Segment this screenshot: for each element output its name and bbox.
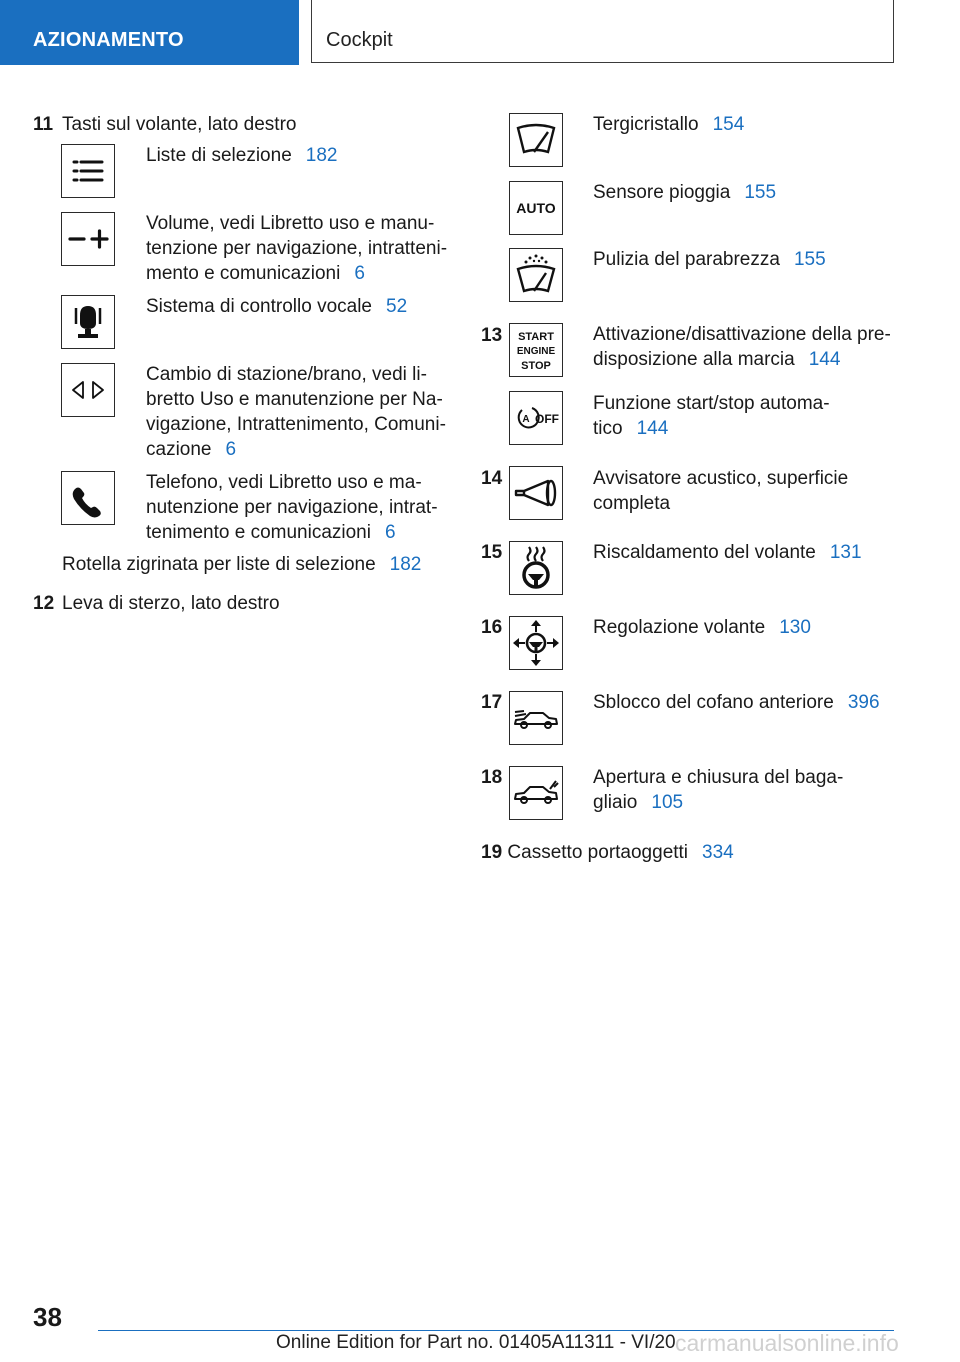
page-ref-link[interactable]: 155 (793, 249, 826, 270)
phone-icon (61, 471, 115, 525)
steering-heat-icon (509, 541, 563, 595)
page-ref-link[interactable]: 144 (808, 349, 841, 370)
trunk-icon (509, 766, 563, 820)
list-icon (61, 144, 115, 198)
start-stop-icon (509, 323, 563, 377)
auto-icon (509, 181, 563, 235)
list-item-steering-heating: Riscaldamento del volante 131 (593, 542, 862, 563)
prev-next-icon (61, 363, 115, 417)
list-item-glovebox: 19 Cassetto portaoggetti 334 (481, 842, 734, 863)
list-item-rain-sensor: Sensore pioggia 155 (593, 182, 777, 203)
item-title-12: Leva di sterzo, lato destro (62, 593, 280, 614)
auto-start-stop-off-icon (509, 391, 563, 445)
page-ref-link[interactable]: 105 (651, 792, 684, 813)
list-item-drive-readiness: Attivazione/disattivazione della pre- disposizione alla marcia 144 (593, 324, 891, 370)
svg-text:ENGINE: ENGINE (516, 346, 556, 357)
item-number-18: 18 (481, 767, 503, 788)
voice-icon (61, 295, 115, 349)
svg-text:START: START (518, 331, 554, 343)
list-item-horn: Avvisatore acustico, superficie completa (593, 468, 849, 514)
item-number-13: 13 (481, 325, 503, 346)
list-item-selection-lists: Liste di selezione 182 (146, 145, 338, 166)
page-ref-link[interactable]: 144 (636, 418, 669, 439)
watermark: carmanualsonline.info (675, 1330, 899, 1356)
list-item-windshield-washer: Pulizia del parabrezza 155 (593, 249, 826, 270)
page-ref-link[interactable]: 396 (847, 692, 880, 713)
list-item-station-track: Cambio di stazione/brano, vedi li- bretto Uso e manutenzione per Na- vigazione, Intrattenimento, Comuni- cazione 6 (146, 364, 446, 460)
washer-icon (509, 248, 563, 302)
section-tab (0, 0, 299, 65)
list-item-phone: Telefono, vedi Libretto uso e ma- nutenzione per navigazione, intrat- tenimento e comunicazioni 6 (146, 472, 438, 543)
hood-release-icon (509, 691, 563, 745)
list-item-volume: Volume, vedi Libretto uso e manu- tenzione per navigazione, intratteni- mento e comunicazioni 6 (146, 213, 448, 284)
item-number-14: 14 (481, 468, 503, 489)
page-ref-link[interactable]: 182 (305, 145, 338, 166)
list-item-steering-adjust: Regolazione volante 130 (593, 617, 811, 638)
page-ref-link[interactable]: 182 (389, 554, 422, 575)
chapter-title: Cockpit (326, 29, 393, 51)
item-number-17: 17 (481, 692, 503, 713)
page-ref-link[interactable]: 6 (354, 263, 365, 284)
item-title-11: Tasti sul volante, lato destro (62, 114, 297, 135)
minus-plus-icon (61, 212, 115, 266)
section-title: AZIONAMENTO (33, 29, 184, 51)
list-item-auto-start-stop: Funzione start/stop automa- tico 144 (593, 393, 830, 439)
horn-icon (509, 466, 563, 520)
steering-adjust-icon (509, 616, 563, 670)
item-number-11: 11 (33, 114, 54, 135)
page-ref-link[interactable]: 6 (384, 522, 396, 543)
page-ref-link[interactable]: 131 (829, 542, 862, 563)
list-item-trunk: Apertura e chiusura del baga- gliaio 105 (593, 767, 844, 813)
svg-text:STOP: STOP (521, 360, 551, 372)
page-ref-link[interactable]: 155 (744, 182, 777, 203)
page-number: 38 (33, 1302, 62, 1332)
item-number-15: 15 (481, 542, 503, 563)
list-item-voice-control: Sistema di controllo vocale 52 (146, 296, 408, 317)
svg-text:AUTO: AUTO (516, 200, 556, 216)
page-ref-link[interactable]: 130 (779, 617, 811, 638)
page-ref-link[interactable]: 6 (225, 439, 237, 460)
svg-text:OFF: OFF (535, 412, 559, 426)
edition-text: Online Edition for Part no. 01405A11311 - VI/20 (276, 1332, 676, 1353)
chapter-header (311, 0, 894, 63)
page-ref-link[interactable]: 52 (386, 296, 408, 317)
list-item-thumbwheel: Rotella zigrinata per liste di selezione 182 (62, 554, 422, 575)
page-ref-link[interactable]: 154 (712, 114, 745, 135)
item-number-16: 16 (481, 617, 503, 638)
item-number-12: 12 (33, 593, 55, 614)
svg-text:A: A (522, 414, 530, 425)
list-item-wiper: Tergicristallo 154 (593, 114, 745, 135)
page-ref-link[interactable]: 334 (702, 842, 734, 863)
item-number-19: 19 (481, 842, 503, 863)
list-item-hood-release: Sblocco del cofano anteriore 396 (593, 692, 880, 713)
wiper-icon (509, 113, 563, 167)
